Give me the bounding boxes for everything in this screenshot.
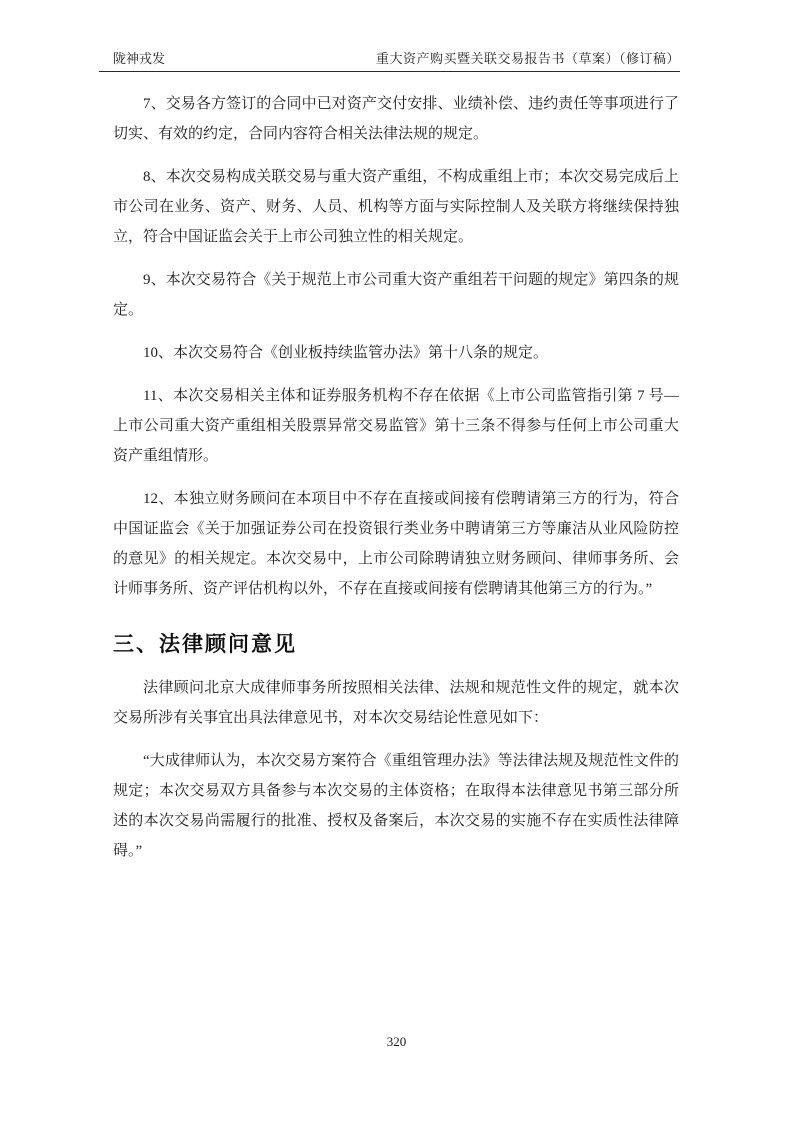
- body-paragraph-7: 7、交易各方签订的合同中已对资产交付安排、业绩补偿、违约责任等事项进行了切实、有效的约定，合同内容符合相关法律法规的规定。: [113, 96, 679, 142]
- body-paragraph-10: 10、本次交易符合《创业板持续监管办法》第十八条的规定。: [143, 345, 549, 361]
- page-footer: [0, 1034, 793, 1050]
- section-paragraph-conclusion: “大成律师认为，本次交易方案符合《重组管理办法》等法律法规及规范性文件的规定；本次交易双方具备参与本次交易的主体资格；在取得本法律意见书第三部分所述的本次交易尚需履行的批准、授权及备案后，本次交易的实施不存在实质性法律障碍。”: [113, 753, 679, 859]
- section-heading-legal-advisor-opinion: 三、法律顾问意见: [113, 633, 297, 656]
- header-doc-full-title: 重大资产购买暨关联交易报告书（草案）（修订稿）: [375, 51, 680, 66]
- page-header: [99, 50, 680, 72]
- page-number: 320: [386, 1034, 407, 1049]
- body-paragraph-11: 11、本次交易相关主体和证券服务机构不存在依据《上市公司监管指引第 7 号—上市公司重大资产重组相关股票异常交易监管》第十三条不得参与任何上市公司重大资产重组情形。: [113, 388, 679, 464]
- body-paragraph-8: 8、本次交易构成关联交易与重大资产重组，不构成重组上市；本次交易完成后上市公司在业务、资产、财务、人员、机构等方面与实际控制人及关联方将继续保持独立，符合中国证监会关于上市公司独立性的相关规定。: [113, 169, 679, 245]
- section-paragraph-intro: 法律顾问北京大成律师事务所按照相关法律、法规和规范性文件的规定，就本次交易所涉有关事宜出具法律意见书，对本次交易结论性意见如下：: [113, 680, 679, 726]
- body-paragraph-9: 9、本次交易符合《关于规范上市公司重大资产重组若干问题的规定》第四条的规定。: [113, 272, 679, 318]
- body-paragraph-12: 12、本独立财务顾问在本项目中不存在直接或间接有偿聘请第三方的行为，符合中国证监会《关于加强证券公司在投资银行类业务中聘请第三方等廉洁从业风险防控的意见》的相关规定。本次交易中，上市公司除聘请独立财务顾问、律师事务所、会计师事务所、资产评估机构以外，不存在直接或间接有偿聘请其他第三方的行为。”: [113, 491, 679, 597]
- header-doc-short-title: 陇神戎发: [113, 51, 166, 66]
- page-body: [113, 76, 679, 879]
